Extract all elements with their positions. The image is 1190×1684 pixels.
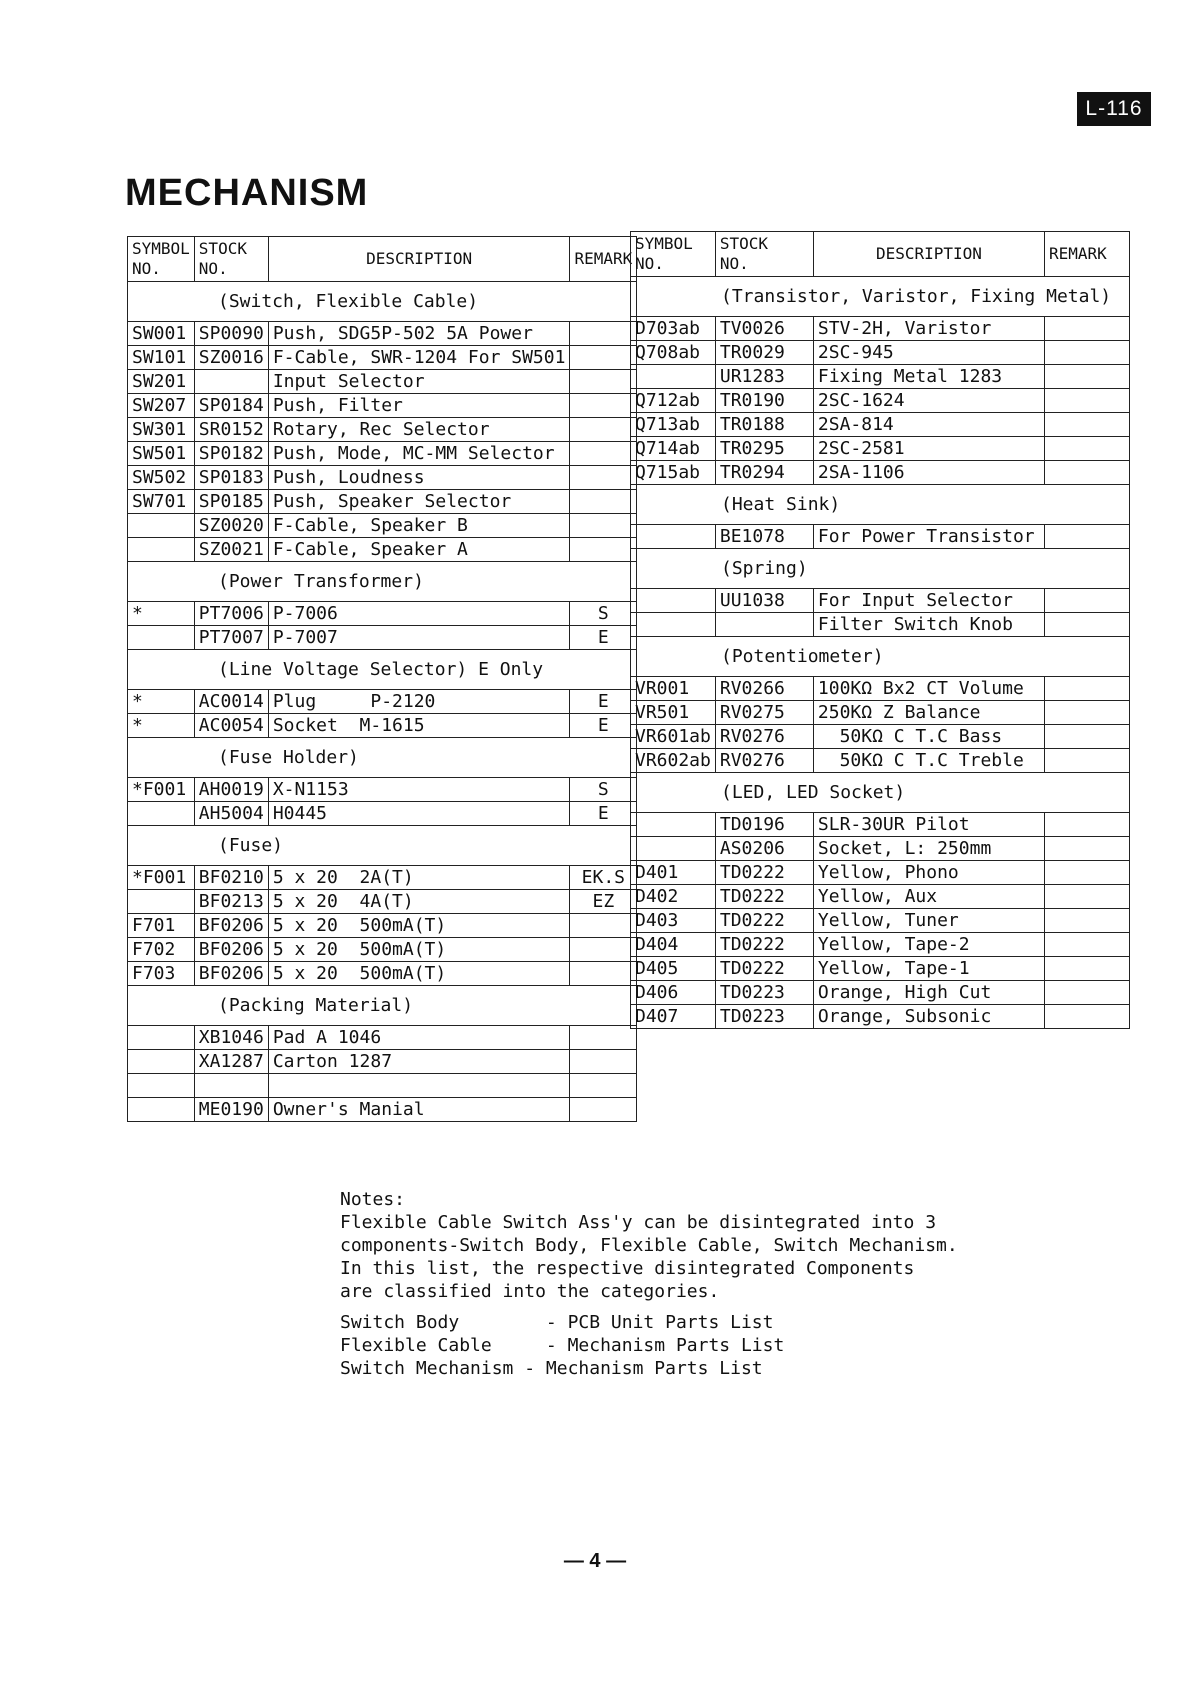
remark-cell (570, 442, 637, 466)
description-cell: Yellow, Aux (813, 885, 1044, 909)
category-label: (Fuse) (128, 826, 637, 866)
symbol-cell (128, 1026, 195, 1050)
table-row (128, 1050, 637, 1074)
table-row (128, 418, 637, 442)
symbol-cell (631, 365, 716, 389)
stock-cell: TR0188 (715, 413, 813, 437)
symbol-cell: F703 (128, 962, 195, 986)
remark-cell: E (570, 690, 637, 714)
category-label: (Switch, Flexible Cable) (128, 282, 637, 322)
symbol-cell (631, 613, 716, 637)
table-row (128, 1074, 637, 1098)
table-row (631, 413, 1130, 437)
remark-cell (1045, 725, 1130, 749)
symbol-cell: Q713ab (631, 413, 716, 437)
remark-cell (570, 914, 637, 938)
description-cell: Orange, High Cut (813, 981, 1044, 1005)
description-cell: SLR-30UR Pilot (813, 813, 1044, 837)
notes-line: are classified into the categories. (340, 1281, 720, 1302)
stock-cell: AC0014 (194, 690, 268, 714)
symbol-cell (631, 813, 716, 837)
description-cell: Fixing Metal 1283 (813, 365, 1044, 389)
category-label: (Transistor, Varistor, Fixing Metal) (631, 277, 1130, 317)
notes-line: components-Switch Body, Flexible Cable, Switch Mechanism. (340, 1235, 958, 1256)
remark-cell (570, 538, 637, 562)
table-row (128, 690, 637, 714)
description-cell: F-Cable, SWR-1204 For SW501 (268, 346, 570, 370)
stock-cell: TR0190 (715, 389, 813, 413)
description-cell: 2SC-1624 (813, 389, 1044, 413)
symbol-cell: D407 (631, 1005, 716, 1029)
table-row (631, 341, 1130, 365)
symbol-cell: Q712ab (631, 389, 716, 413)
table-row (128, 714, 637, 738)
remark-cell (570, 466, 637, 490)
table-row (631, 813, 1130, 837)
category-label: (Line Voltage Selector) E Only (128, 650, 637, 690)
stock-cell: RV0276 (715, 725, 813, 749)
table-row (631, 589, 1130, 613)
description-cell: Yellow, Tape-2 (813, 933, 1044, 957)
symbol-cell (128, 1074, 195, 1098)
category-label: (Power Transformer) (128, 562, 637, 602)
symbol-cell: * (128, 714, 195, 738)
description-cell: Orange, Subsonic (813, 1005, 1044, 1029)
stock-cell: PT7006 (194, 602, 268, 626)
remark-cell (570, 322, 637, 346)
table-row (631, 701, 1130, 725)
description-cell: Yellow, Tape-1 (813, 957, 1044, 981)
description-cell: 2SA-1106 (813, 461, 1044, 485)
stock-cell: RV0276 (715, 749, 813, 773)
table-row (631, 957, 1130, 981)
notes-line: In this list, the respective disintegrated Components (340, 1258, 915, 1279)
description-cell: 2SC-2581 (813, 437, 1044, 461)
category-row (128, 562, 637, 602)
symbol-cell (128, 802, 195, 826)
description-cell: STV-2H, Varistor (813, 317, 1044, 341)
description-cell: 2SC-945 (813, 341, 1044, 365)
header-remark: REMARK (1045, 232, 1130, 277)
remark-cell (1045, 701, 1130, 725)
remark-cell (1045, 317, 1130, 341)
stock-cell (194, 1074, 268, 1098)
category-label: (LED, LED Socket) (631, 773, 1130, 813)
stock-cell: PT7007 (194, 626, 268, 650)
table-row (631, 909, 1130, 933)
stock-cell: SP0090 (194, 322, 268, 346)
description-cell: 250KΩ Z Balance (813, 701, 1044, 725)
stock-cell: BF0206 (194, 914, 268, 938)
stock-cell: SZ0016 (194, 346, 268, 370)
stock-cell: SZ0020 (194, 514, 268, 538)
symbol-cell: SW502 (128, 466, 195, 490)
description-cell: Rotary, Rec Selector (268, 418, 570, 442)
table-row (128, 626, 637, 650)
left-parts-table (127, 236, 637, 1122)
category-row (128, 282, 637, 322)
stock-cell: TD0223 (715, 1005, 813, 1029)
stock-cell: BF0206 (194, 938, 268, 962)
table-row (631, 437, 1130, 461)
remark-cell (570, 394, 637, 418)
symbol-cell: SW101 (128, 346, 195, 370)
table-row (631, 1005, 1130, 1029)
table-row (631, 885, 1130, 909)
description-cell: Yellow, Tuner (813, 909, 1044, 933)
symbol-cell: *F001 (128, 778, 195, 802)
description-cell: Owner's Manial (268, 1098, 570, 1122)
remark-cell: EZ (570, 890, 637, 914)
remark-cell: EK.S (570, 866, 637, 890)
table-row (128, 538, 637, 562)
notes-line: Flexible Cable Switch Ass'y can be disintegrated into 3 (340, 1212, 937, 1233)
remark-cell (1045, 885, 1130, 909)
remark-cell (570, 1098, 637, 1122)
remark-cell (1045, 365, 1130, 389)
table-row (631, 613, 1130, 637)
stock-cell: AC0054 (194, 714, 268, 738)
stock-cell: TD0222 (715, 861, 813, 885)
symbol-cell: *F001 (128, 866, 195, 890)
symbol-cell: SW501 (128, 442, 195, 466)
description-cell: H0445 (268, 802, 570, 826)
stock-cell: ME0190 (194, 1098, 268, 1122)
stock-cell: TV0026 (715, 317, 813, 341)
table-row (631, 981, 1130, 1005)
table-row (128, 1026, 637, 1050)
symbol-cell (128, 514, 195, 538)
symbol-cell: SW207 (128, 394, 195, 418)
symbol-cell (128, 538, 195, 562)
table-row (128, 866, 637, 890)
stock-cell: TD0222 (715, 933, 813, 957)
table-row (631, 365, 1130, 389)
remark-cell (1045, 589, 1130, 613)
table-row (631, 837, 1130, 861)
symbol-cell (631, 589, 716, 613)
stock-cell: TD0223 (715, 981, 813, 1005)
symbol-cell: D402 (631, 885, 716, 909)
table-row (128, 778, 637, 802)
table-row (128, 602, 637, 626)
header-symbol: SYMBOL NO. (128, 237, 195, 282)
category-row (631, 485, 1130, 525)
symbol-cell (128, 890, 195, 914)
category-row (128, 826, 637, 866)
stock-cell: XA1287 (194, 1050, 268, 1074)
notes-section (340, 1188, 958, 1380)
stock-cell: TR0029 (715, 341, 813, 365)
symbol-cell: D405 (631, 957, 716, 981)
stock-cell: SP0184 (194, 394, 268, 418)
category-label: (Spring) (631, 549, 1130, 589)
category-label: (Potentiometer) (631, 637, 1130, 677)
remark-cell (1045, 837, 1130, 861)
description-cell: F-Cable, Speaker B (268, 514, 570, 538)
remark-cell: E (570, 714, 637, 738)
remark-cell: E (570, 626, 637, 650)
description-cell: Push, SDG5P-502 5A Power (268, 322, 570, 346)
category-label: (Heat Sink) (631, 485, 1130, 525)
stock-cell: AS0206 (715, 837, 813, 861)
table-row (128, 394, 637, 418)
symbol-cell (128, 626, 195, 650)
table-row (128, 938, 637, 962)
description-cell: X-N1153 (268, 778, 570, 802)
symbol-cell (128, 1050, 195, 1074)
remark-cell (1045, 749, 1130, 773)
category-label: (Packing Material) (128, 986, 637, 1026)
stock-cell: SP0183 (194, 466, 268, 490)
remark-cell (570, 1026, 637, 1050)
description-cell: 50KΩ C T.C Bass (813, 725, 1044, 749)
symbol-cell: VR001 (631, 677, 716, 701)
category-row (631, 773, 1130, 813)
remark-cell (1045, 461, 1130, 485)
table-row (631, 749, 1130, 773)
table-row (128, 802, 637, 826)
remark-cell (1045, 909, 1130, 933)
remark-cell (1045, 437, 1130, 461)
symbol-cell: F701 (128, 914, 195, 938)
description-cell: 5 x 20 2A(T) (268, 866, 570, 890)
remark-cell (570, 1074, 637, 1098)
remark-cell (1045, 957, 1130, 981)
category-row (631, 637, 1130, 677)
remark-cell (1045, 861, 1130, 885)
notes-heading: Notes: (340, 1189, 406, 1210)
header-stock: STOCK NO. (715, 232, 813, 277)
remark-cell (570, 514, 637, 538)
table-row (631, 461, 1130, 485)
category-row (128, 986, 637, 1026)
header-stock: STOCK NO. (194, 237, 268, 282)
symbol-cell: SW301 (128, 418, 195, 442)
category-row (631, 277, 1130, 317)
table-row (128, 490, 637, 514)
stock-cell (194, 370, 268, 394)
remark-cell (1045, 389, 1130, 413)
header-description: DESCRIPTION (268, 237, 570, 282)
description-cell: 5 x 20 500mA(T) (268, 962, 570, 986)
remark-cell (1045, 525, 1130, 549)
stock-cell: AH5004 (194, 802, 268, 826)
category-row (128, 650, 637, 690)
stock-cell: SR0152 (194, 418, 268, 442)
table-row (128, 890, 637, 914)
remark-cell (570, 346, 637, 370)
stock-cell: TR0294 (715, 461, 813, 485)
stock-cell: UR1283 (715, 365, 813, 389)
description-cell: 50KΩ C T.C Treble (813, 749, 1044, 773)
description-cell: Push, Filter (268, 394, 570, 418)
remark-cell (570, 490, 637, 514)
category-row (631, 549, 1130, 589)
stock-cell: BF0210 (194, 866, 268, 890)
description-cell: 2SA-814 (813, 413, 1044, 437)
remark-cell (1045, 677, 1130, 701)
symbol-cell: VR601ab (631, 725, 716, 749)
remark-cell: E (570, 802, 637, 826)
table-row (631, 933, 1130, 957)
table-row (128, 914, 637, 938)
stock-cell: SZ0021 (194, 538, 268, 562)
symbol-cell: D703ab (631, 317, 716, 341)
stock-cell: SP0182 (194, 442, 268, 466)
table-row (128, 1098, 637, 1122)
description-cell: P-7007 (268, 626, 570, 650)
stock-cell (715, 613, 813, 637)
symbol-cell: Q714ab (631, 437, 716, 461)
symbol-cell: * (128, 602, 195, 626)
notes-mapping-line: Switch Body - PCB Unit Parts List (340, 1312, 774, 1333)
table-row (128, 346, 637, 370)
table-row (128, 442, 637, 466)
stock-cell: XB1046 (194, 1026, 268, 1050)
description-cell: Pad A 1046 (268, 1026, 570, 1050)
stock-cell: TD0222 (715, 957, 813, 981)
remark-cell (570, 418, 637, 442)
page-number: — 4 — (563, 1550, 627, 1572)
description-cell: Yellow, Phono (813, 861, 1044, 885)
header-symbol: SYMBOL NO. (631, 232, 716, 277)
description-cell: Push, Mode, MC-MM Selector (268, 442, 570, 466)
page-title: MECHANISM (125, 172, 369, 214)
description-cell: Plug P-2120 (268, 690, 570, 714)
page-tag: L-116 (1077, 92, 1151, 126)
stock-cell: RV0266 (715, 677, 813, 701)
symbol-cell: F702 (128, 938, 195, 962)
description-cell: Carton 1287 (268, 1050, 570, 1074)
symbol-cell: SW701 (128, 490, 195, 514)
remark-cell (1045, 613, 1130, 637)
description-cell: 100KΩ Bx2 CT Volume (813, 677, 1044, 701)
stock-cell: SP0185 (194, 490, 268, 514)
description-cell: For Power Transistor (813, 525, 1044, 549)
stock-cell: TD0196 (715, 813, 813, 837)
category-label: (Fuse Holder) (128, 738, 637, 778)
table-row (631, 677, 1130, 701)
remark-cell (1045, 1005, 1130, 1029)
stock-cell: TR0295 (715, 437, 813, 461)
remark-cell (1045, 813, 1130, 837)
remark-cell (1045, 341, 1130, 365)
symbol-cell: SW201 (128, 370, 195, 394)
symbol-cell: SW001 (128, 322, 195, 346)
table-row (631, 861, 1130, 885)
right-parts-table (630, 231, 1130, 1029)
remark-cell (1045, 981, 1130, 1005)
table-row (631, 317, 1130, 341)
description-cell: Socket, L: 250mm (813, 837, 1044, 861)
description-cell: Push, Speaker Selector (268, 490, 570, 514)
table-row (128, 370, 637, 394)
symbol-cell: VR501 (631, 701, 716, 725)
symbol-cell: D406 (631, 981, 716, 1005)
description-cell: P-7006 (268, 602, 570, 626)
header-row (631, 232, 1130, 277)
header-remark: REMARK (570, 237, 637, 282)
category-row (128, 738, 637, 778)
symbol-cell: * (128, 690, 195, 714)
symbol-cell (631, 837, 716, 861)
table-row (128, 962, 637, 986)
header-row (128, 237, 637, 282)
symbol-cell: VR602ab (631, 749, 716, 773)
description-cell: Filter Switch Knob (813, 613, 1044, 637)
description-cell: 5 x 20 4A(T) (268, 890, 570, 914)
stock-cell: BE1078 (715, 525, 813, 549)
table-row (631, 525, 1130, 549)
stock-cell: BF0206 (194, 962, 268, 986)
symbol-cell (128, 1098, 195, 1122)
remark-cell (1045, 413, 1130, 437)
symbol-cell: D404 (631, 933, 716, 957)
remark-cell: S (570, 602, 637, 626)
stock-cell: BF0213 (194, 890, 268, 914)
table-row (631, 389, 1130, 413)
symbol-cell: D401 (631, 861, 716, 885)
description-cell: 5 x 20 500mA(T) (268, 938, 570, 962)
description-cell: F-Cable, Speaker A (268, 538, 570, 562)
description-cell: Socket M-1615 (268, 714, 570, 738)
description-cell: For Input Selector (813, 589, 1044, 613)
stock-cell: TD0222 (715, 885, 813, 909)
notes-mapping-line: Flexible Cable - Mechanism Parts List (340, 1335, 785, 1356)
description-cell: Input Selector (268, 370, 570, 394)
table-row (128, 514, 637, 538)
header-description: DESCRIPTION (813, 232, 1044, 277)
description-cell: Push, Loudness (268, 466, 570, 490)
remark-cell (570, 938, 637, 962)
description-cell: 5 x 20 500mA(T) (268, 914, 570, 938)
notes-mapping-line: Switch Mechanism - Mechanism Parts List (340, 1358, 763, 1379)
table-row (128, 322, 637, 346)
symbol-cell: D403 (631, 909, 716, 933)
table-row (128, 466, 637, 490)
table-row (631, 725, 1130, 749)
symbol-cell: Q715ab (631, 461, 716, 485)
stock-cell: TD0222 (715, 909, 813, 933)
stock-cell: UU1038 (715, 589, 813, 613)
symbol-cell (631, 525, 716, 549)
description-cell (268, 1074, 570, 1098)
remark-cell: S (570, 778, 637, 802)
remark-cell (570, 1050, 637, 1074)
symbol-cell: Q708ab (631, 341, 716, 365)
remark-cell (1045, 933, 1130, 957)
stock-cell: RV0275 (715, 701, 813, 725)
remark-cell (570, 370, 637, 394)
remark-cell (570, 962, 637, 986)
stock-cell: AH0019 (194, 778, 268, 802)
